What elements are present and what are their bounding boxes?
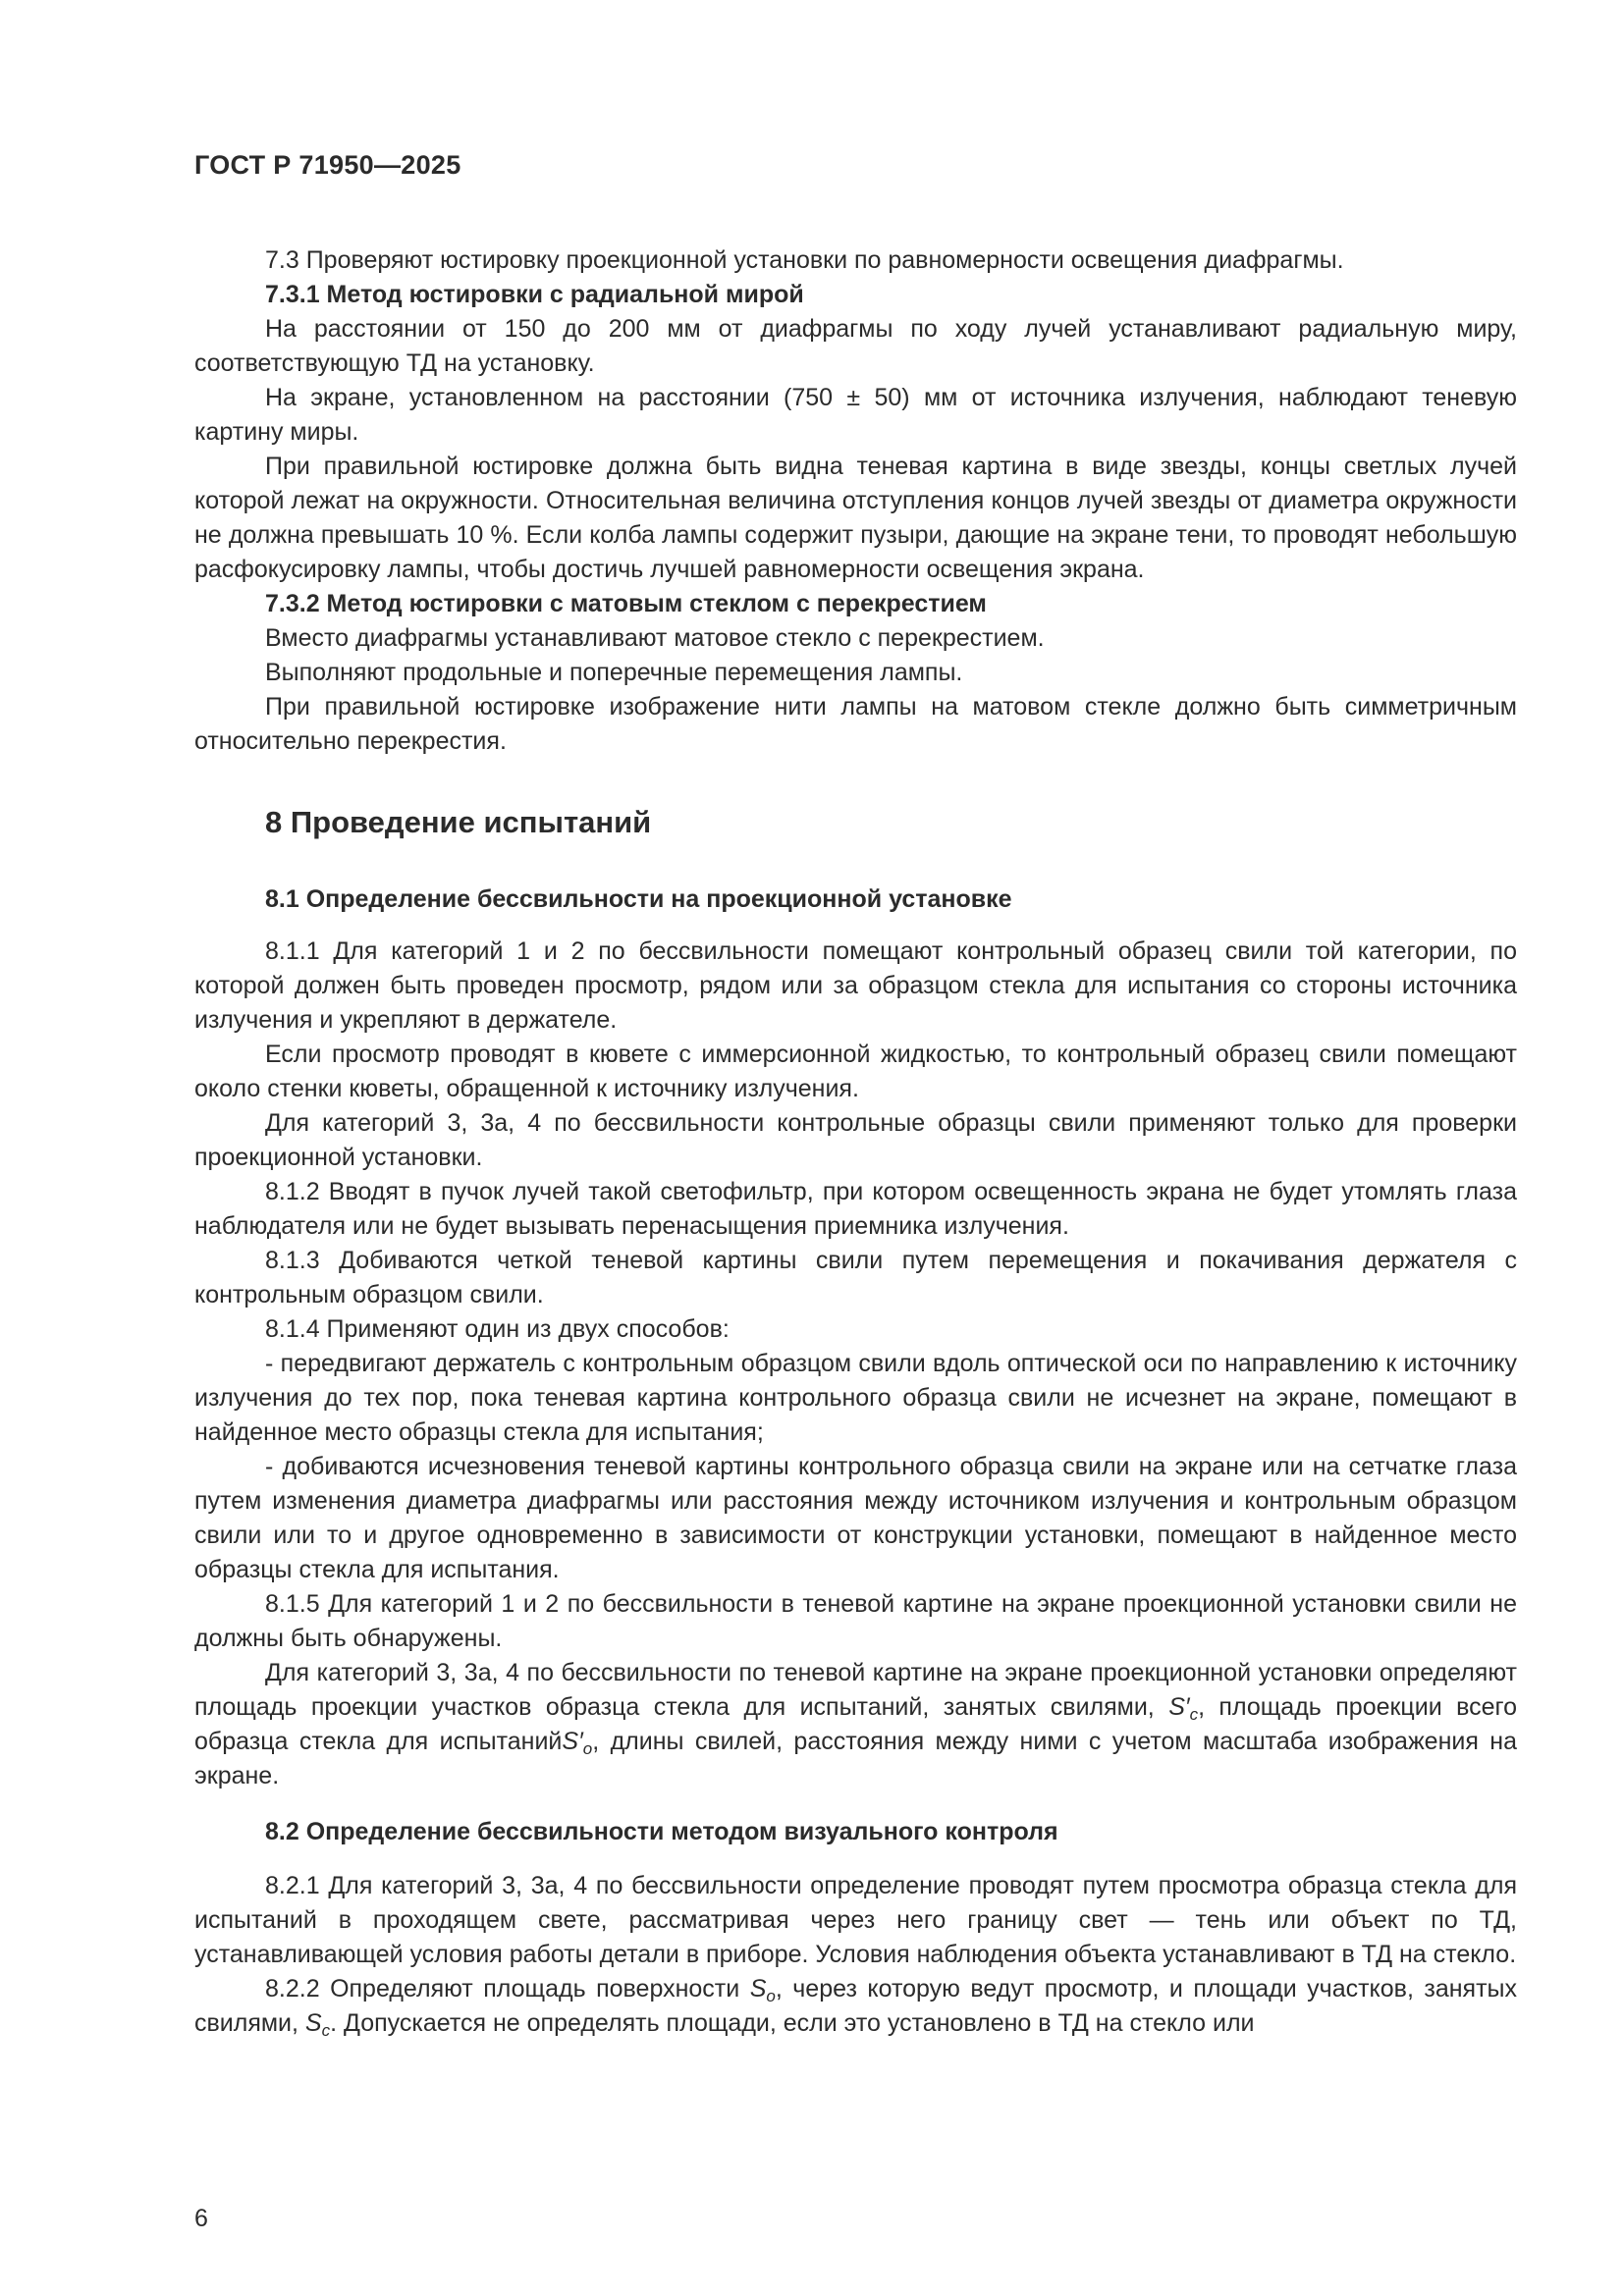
paragraph-8-1-1-c: Для категорий 3, 3а, 4 по бессвильности контрольные образцы свили применяют только для проверки проекционной установки. bbox=[194, 1109, 1517, 1171]
section-heading-8: 8 Проведение испытаний bbox=[265, 805, 652, 839]
paragraph-7-3-1-c: При правильной юстировке должна быть видна теневая картина в виде звезды, концы светлых лучей которой лежат на окружности. Относительная величина отступления концов лучей звезды от диаметра окружности не должна превышать 10 %. Если колба лампы содержит пузыри, дающие на экране тени, то проводят небольшую расфокусировку лампы, чтобы достичь лучшей равномерности освещения экрана. bbox=[194, 453, 1517, 583]
symbol-s-prime-o bbox=[562, 1728, 593, 1758]
paragraph-8-1-5-b bbox=[194, 1656, 1517, 1793]
text-run: . Допускается не определять площади, если это установлено в ТД на стекло или bbox=[330, 2009, 1255, 2037]
document-header: ГОСТ Р 71950—2025 bbox=[194, 150, 461, 180]
paragraph-7-3-2-a: Вместо диафрагмы устанавливают матовое стекло с перекрестием. bbox=[265, 624, 1045, 652]
paragraph-7-3-1-b: На экране, установленном на расстоянии (750 ± 50) мм от источника излучения, наблюдают теневую картину миры. bbox=[194, 384, 1517, 446]
paragraph-8-2-2 bbox=[194, 1972, 1517, 2041]
symbol-s-c bbox=[304, 2009, 331, 2040]
subheading-8-1: 8.1 Определение бессвильности на проекционной установке bbox=[265, 885, 1012, 913]
symbol-subscript: c bbox=[321, 2021, 331, 2040]
paragraph-8-1-1-b: Если просмотр проводят в кювете с иммерсионной жидкостью, то контрольный образец свили помещают около стенки кюветы, обращенной к источнику излучения. bbox=[194, 1041, 1517, 1102]
list-item-8-1-4-b: - добиваются исчезновения теневой картины контрольного образца свили на экране или на сетчатке глаза путем изменения диаметра диафрагмы или расстояния между источником излучения и контрольным образцом свили или то и другое одновременно в зависимости от конструкции установки, помещают в найденное место образцы стекла для испытания. bbox=[194, 1453, 1517, 1583]
symbol-subscript: о bbox=[766, 1987, 776, 2005]
paragraph-7-3: 7.3 Проверяют юстировку проекционной установки по равномерности освещения диафрагмы. bbox=[265, 246, 1344, 274]
symbol-letter: S bbox=[304, 2009, 322, 2037]
text-run: , через которую ведут просмотр, и площади участков, занятых свилями, bbox=[194, 1975, 1517, 2037]
symbol-s-prime-c bbox=[1168, 1693, 1199, 1724]
subheading-7-3-1: 7.3.1 Метод юстировки с радиальной мирой bbox=[265, 281, 804, 308]
paragraph-7-3-1-a: На расстоянии от 150 до 200 мм от диафрагмы по ходу лучей устанавливают радиальную миру, соответствующую ТД на установку. bbox=[194, 315, 1517, 377]
symbol-s-o bbox=[749, 1975, 776, 2005]
symbol-letter: S′ bbox=[1168, 1693, 1190, 1721]
paragraph-7-3-2-c: При правильной юстировке изображение нити лампы на матовом стекле должно быть симметричным относительно перекрестия. bbox=[194, 693, 1517, 755]
symbol-subscript: c bbox=[1189, 1705, 1199, 1724]
text-run: 8.2.2 Определяют площадь поверхности bbox=[265, 1975, 750, 2002]
paragraph-7-3-2-b: Выполняют продольные и поперечные перемещения лампы. bbox=[265, 659, 963, 686]
text-run: , длины свилей, расстояния между ними с учетом масштаба изображения на экране. bbox=[194, 1728, 1517, 1789]
document-page bbox=[194, 147, 1517, 2041]
paragraph-8-1-4: 8.1.4 Применяют один из двух способов: bbox=[265, 1315, 730, 1343]
subheading-8-2: 8.2 Определение бессвильности методом визуального контроля bbox=[265, 1818, 1058, 1845]
subheading-7-3-2: 7.3.2 Метод юстировки с матовым стеклом с перекрестием bbox=[265, 590, 987, 617]
list-item-8-1-4-a: - передвигают держатель с контрольным образцом свили вдоль оптической оси по направлению к источнику излучения до тех пор, пока теневая картина контрольного образца свили не исчезнет на экране, помещают в найденное место образцы стекла для испытания; bbox=[194, 1350, 1517, 1446]
page-number: 6 bbox=[194, 2205, 208, 2232]
paragraph-8-1-5: 8.1.5 Для категорий 1 и 2 по бессвильности в теневой картине на экране проекционной установки свили не должны быть обнаружены. bbox=[194, 1590, 1517, 1652]
symbol-subscript: о bbox=[582, 1739, 593, 1758]
paragraph-8-1-1: 8.1.1 Для категорий 1 и 2 по бессвильности помещают контрольный образец свили той категории, по которой должен быть проведен просмотр, рядом или за образцом стекла для испытания со стороны источника излучения и укрепляют в держателе. bbox=[194, 937, 1517, 1034]
symbol-letter: S′ bbox=[562, 1728, 583, 1755]
text-run: Для категорий 3, 3а, 4 по бессвильности по теневой картине на экране проекционной установки определяют площадь проекции участков образца стекла для испытаний, занятых свилями, bbox=[194, 1659, 1517, 1721]
paragraph-8-2-1: 8.2.1 Для категорий 3, 3а, 4 по бессвильности определение проводят путем просмотра образца стекла для испытаний в проходящем свете, рассматривая через него границу свет — тень или объект по ТД, устанавливающей условия работы детали в приборе. Условия наблюдения объекта устанавливают в ТД на стекло. bbox=[194, 1872, 1517, 1968]
paragraph-8-1-3: 8.1.3 Добиваются четкой теневой картины свили путем перемещения и покачивания держателя с контрольным образцом свили. bbox=[194, 1247, 1517, 1308]
text-run: , площадь проекции всего образца стекла для испытаний bbox=[194, 1693, 1517, 1755]
paragraph-8-1-2: 8.1.2 Вводят в пучок лучей такой светофильтр, при котором освещенность экрана не будет утомлять глаза наблюдателя или не будет вызывать перенасыщения приемника излучения. bbox=[194, 1178, 1517, 1240]
symbol-letter: S bbox=[749, 1975, 767, 2002]
